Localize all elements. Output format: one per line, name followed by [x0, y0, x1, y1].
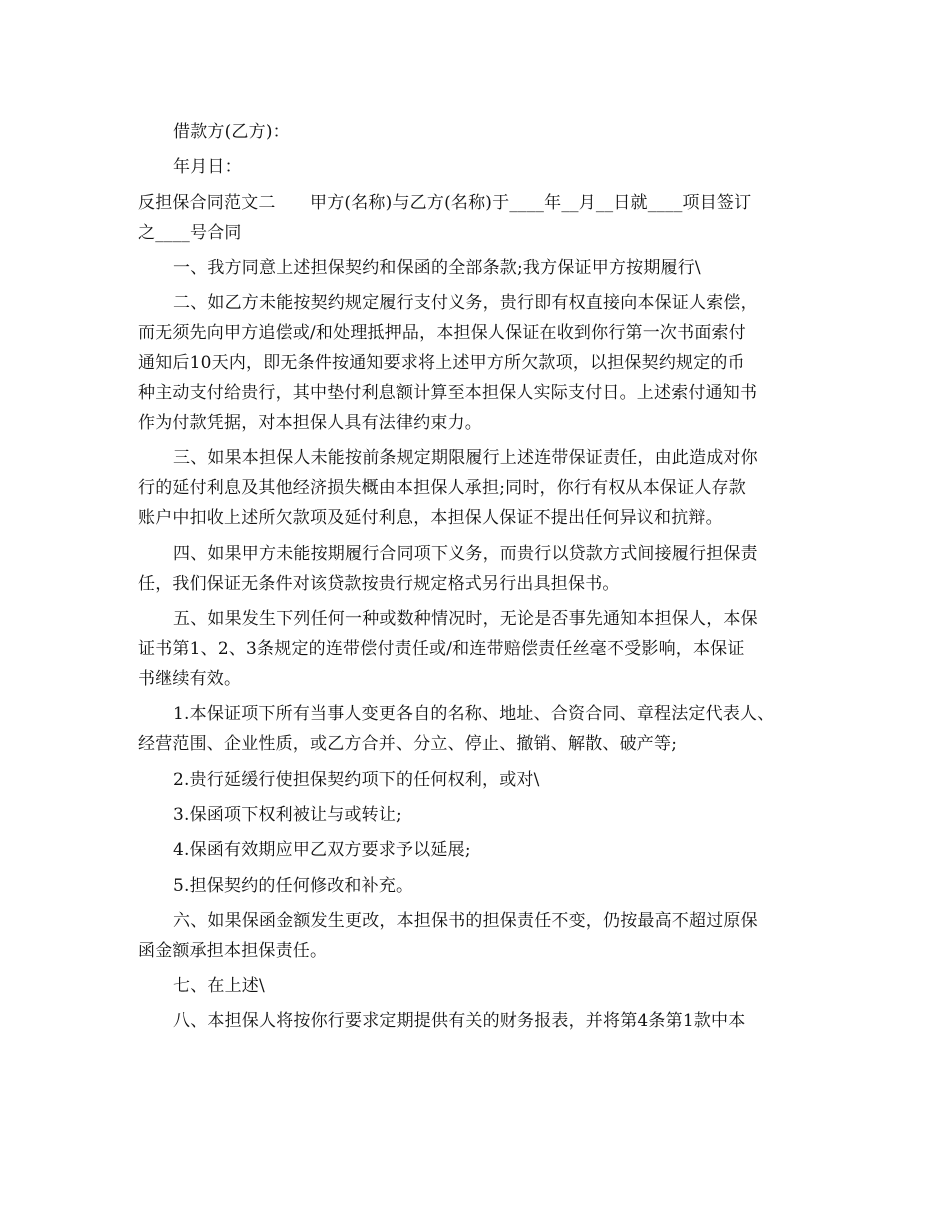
text-line: 函金额承担本担保责任。 — [138, 940, 328, 961]
text-line: 账户中扣收上述所欠款项及延付利息，本担保人保证不提出任何异议和抗辩。 — [138, 508, 723, 529]
document-body — [138, 117, 838, 1036]
text-line: 作为付款凭据，对本担保人具有法律约束力。 — [138, 413, 482, 434]
text-line: 4.保函有效期应甲乙双方要求予以延展; — [173, 840, 471, 861]
text-line: 通知后10天内，即无条件按通知要求将上述甲方所欠款项，以担保契约规定的币 — [138, 353, 745, 374]
text-line: 3.保函项下权利被让与或转让; — [173, 804, 402, 825]
text-line: 任，我们保证无条件对该贷款按贵行规定格式另行出具担保书。 — [138, 573, 620, 594]
text-line: 而无须先向甲方追偿或/和处理抵押品，本担保人保证在收到你行第一次书面索付 — [138, 323, 746, 344]
text-line: 五、如果发生下列任何一种或数种情况时，无论是否事先通知本担保人，本保 — [173, 609, 758, 630]
text-line: 之____号合同 — [138, 222, 242, 243]
text-line: 六、如果保函金额发生更改，本担保书的担保责任不变，仍按最高不超过原保 — [173, 910, 758, 931]
text-line: 四、如果甲方未能按期履行合同项下义务，而贵行以贷款方式间接履行担保责 — [173, 543, 758, 564]
text-line: 经营范围、企业性质，或乙方合并、分立、停止、撤销、解散、破产等; — [138, 734, 678, 755]
text-line: 三、如果本担保人未能按前条规定期限履行上述连带保证责任，由此造成对你 — [173, 448, 758, 469]
text-line: 5.担保契约的任何修改和补充。 — [173, 875, 414, 896]
text-line: 借款方(乙方)： — [173, 122, 290, 142]
text-line: 书继续有效。 — [138, 669, 242, 690]
text-line: 二、如乙方未能按契约规定履行支付义务，贵行即有权直接向本保证人索偿， — [173, 293, 758, 314]
text-line: 年月日： — [173, 157, 242, 178]
text-line: 八、本担保人将按你行要求定期提供有关的财务报表，并将第4条第1款中本 — [173, 1011, 746, 1032]
text-line: 2.贵行延缓行使担保契约项下的任何权利，或对\ — [173, 769, 540, 790]
text-line: 1.本保证项下所有当事人变更各自的名称、地址、合资合同、章程法定代表人、 — [173, 704, 775, 725]
text-line: 反担保合同范文二 甲方(名称)与乙方(名称)于____年__月__日就____项目签订 — [138, 192, 752, 213]
text-line: 七、在上述\ — [173, 976, 265, 997]
text-line: 证书第1、2、3条规定的连带偿付责任或/和连带赔偿责任丝毫不受影响，本保证 — [138, 639, 745, 660]
text-line: 行的延付利息及其他经济损失概由本担保人承担;同时，你行有权从本保证人存款 — [138, 478, 746, 499]
text-line: 一、我方同意上述担保契约和保函的全部条款;我方保证甲方按期履行\ — [173, 257, 701, 278]
text-line: 种主动支付给贵行，其中垫付利息额计算至本担保人实际支付日。上述索付通知书 — [138, 383, 758, 404]
